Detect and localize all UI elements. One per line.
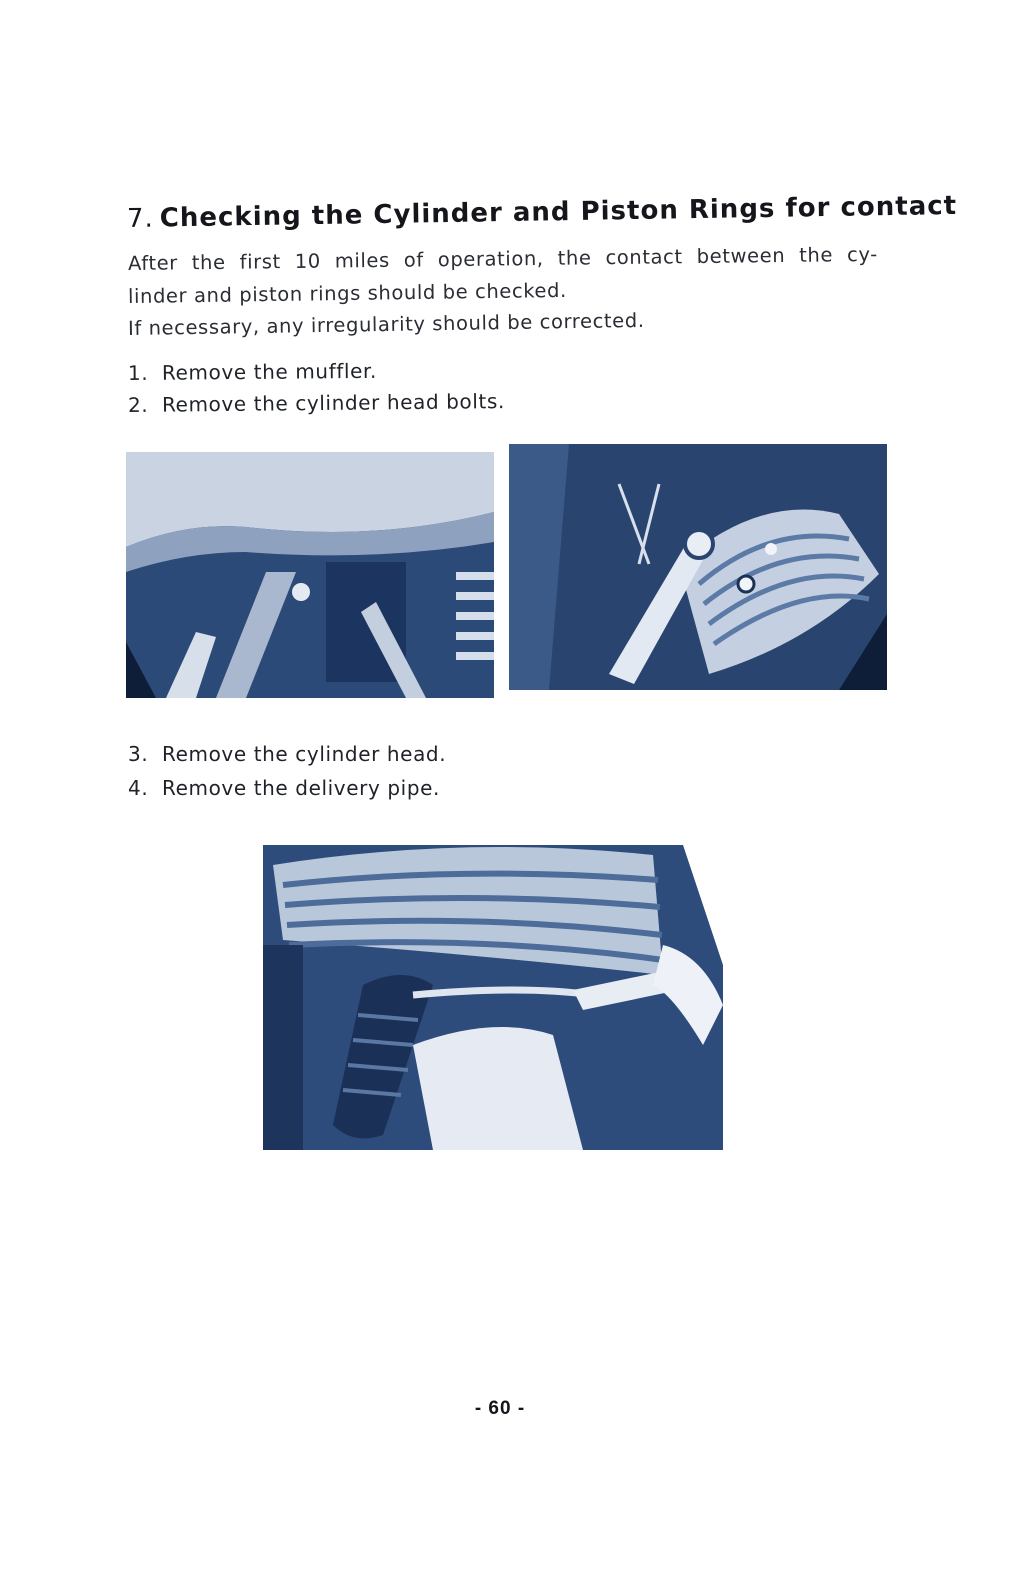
- section-heading: [127, 191, 958, 234]
- intro-line-1: After the first 10 miles of operation, the contact between the cy-: [127, 242, 878, 275]
- step-1: 1. Remove the muffler.: [127, 358, 378, 385]
- section-number: 7.: [126, 203, 155, 234]
- step-4: 4. Remove the delivery pipe.: [128, 776, 440, 800]
- cylinder-head-bolts-photo: [509, 444, 887, 690]
- step-3: 3. Remove the cylinder head.: [128, 742, 447, 766]
- intro-line-3: If necessary, any irregularity should be corrected.: [127, 308, 645, 340]
- delivery-pipe-photo: [263, 845, 723, 1150]
- step-2: 2. Remove the cylinder head bolts.: [127, 389, 506, 417]
- intro-line-2: linder and piston rings should be checked.: [127, 278, 567, 308]
- muffler-removal-photo: [126, 452, 494, 698]
- section-title: Checking the Cylinder and Piston Rings for contact: [159, 190, 958, 234]
- page-number: - 60 -: [474, 1398, 526, 1419]
